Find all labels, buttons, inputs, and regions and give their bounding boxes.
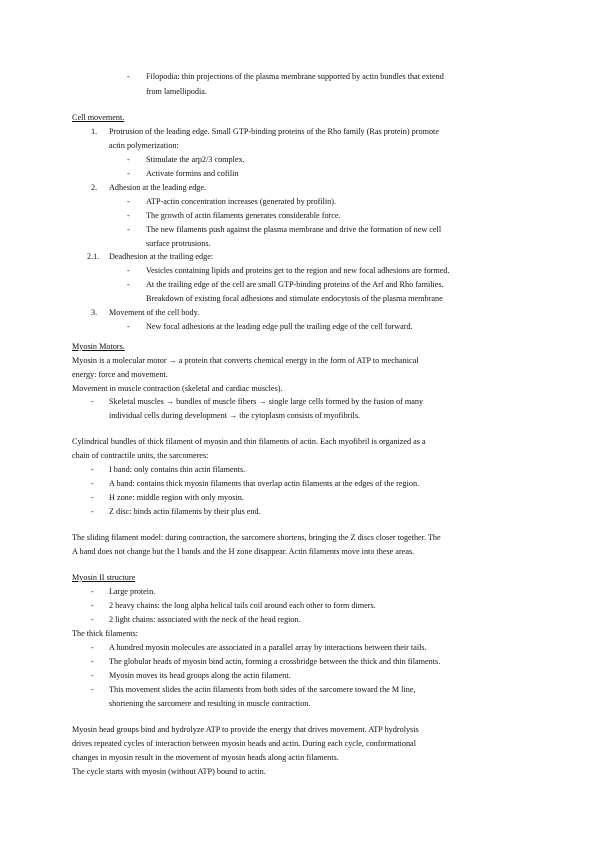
myosin-cycle-para-line-2: drives repeated cycles of interaction between myosin heads and actin. During each cycle, conformational bbox=[72, 739, 416, 748]
thick-filaments-bullet-4-line-1: This movement slides the actin filaments from both sides of the sarcomere toward the M line, bbox=[109, 685, 416, 694]
step-2-bullet-3-line-1: The new filaments push against the plasma membrane and drive the formation of new cell bbox=[146, 225, 442, 234]
step-2-number: 2. bbox=[91, 183, 98, 192]
step-2-1-line-1: Deadhesion at the trailing edge: bbox=[109, 252, 214, 261]
bullet-dash: - bbox=[127, 211, 130, 220]
sliding-filament-line-1: The sliding filament model: during contraction, the sarcomere shortens, bringing the Z discs closer together. The bbox=[72, 533, 441, 542]
bullet-dash: - bbox=[127, 72, 130, 81]
myosin-ii-heading: Myosin II structure bbox=[72, 573, 136, 582]
step-1-line-2: actin polymerization: bbox=[109, 141, 179, 150]
bullet-dash: - bbox=[91, 657, 94, 666]
step-2-1-bullet-2-line-1: At the trailing edge of the cell are small GTP-binding proteins of the Arf and Rho families. bbox=[146, 280, 444, 289]
bullet-dash: - bbox=[127, 197, 130, 206]
step-1-number: 1. bbox=[91, 127, 98, 136]
step-2-1-bullet-1: Vesicles containing lipids and proteins get to the region and new focal adhesions are formed. bbox=[146, 266, 450, 275]
sarcomere-item-a-band: A band: contains thick myosin filaments that overlap actin filaments at the edges of the region. bbox=[109, 479, 420, 488]
bullet-dash: - bbox=[127, 280, 130, 289]
filopodia-line-2: from lamellipodia. bbox=[146, 87, 207, 96]
step-3-number: 3. bbox=[91, 308, 98, 317]
myosin-cycle-para-line-1: Myosin head groups bind and hydrolyze ATP to provide the energy that drives movement. ATP hydrolysis bbox=[72, 725, 419, 734]
step-2-bullet-3-line-2: surface protrusions. bbox=[146, 239, 211, 248]
step-2-1-number: 2.1. bbox=[87, 252, 100, 261]
step-1-bullet-1: Stimulate the arp2/3 complex. bbox=[146, 155, 245, 164]
myosin-motors-para-1-line-1: Myosin is a molecular motor → a protein that converts chemical energy in the form of ATP to mechanical bbox=[72, 356, 419, 365]
step-3-bullet-1: New focal adhesions at the leading edge pull the trailing edge of the cell forward. bbox=[146, 322, 413, 331]
step-2-line-1: Adhesion at the leading edge. bbox=[109, 183, 207, 192]
myosin-ii-bullet-3: 2 light chains: associated with the neck of the head region. bbox=[109, 615, 301, 624]
thick-filaments-bullet-1: A hundred myosin molecules are associated in a parallel array by interactions between their tails. bbox=[109, 643, 427, 652]
bullet-dash: - bbox=[127, 155, 130, 164]
thick-filaments-heading: The thick filaments: bbox=[72, 629, 138, 638]
filopodia-line-1: Filopodia: thin projections of the plasma membrane supported by actin bundles that extend bbox=[146, 72, 444, 81]
bullet-dash: - bbox=[91, 479, 94, 488]
sliding-filament-line-2: A band does not change but the I bands and the H zone disappear. Actin filaments move into these areas. bbox=[72, 547, 415, 556]
bullet-dash: - bbox=[91, 507, 94, 516]
step-1-bullet-2: Activate formins and cofilin bbox=[146, 169, 239, 178]
step-2-bullet-2: The growth of actin filaments generates considerable force. bbox=[146, 211, 341, 220]
myosin-motors-bullet-line-1: Skeletal muscles → bundles of muscle fibers → single large cells formed by the fusion of many bbox=[109, 397, 424, 406]
myosin-cycle-start: The cycle starts with myosin (without ATP) bound to actin. bbox=[72, 767, 266, 776]
bullet-dash: - bbox=[91, 587, 94, 596]
bullet-dash: - bbox=[91, 685, 94, 694]
thick-filaments-bullet-3: Myosin moves its head groups along the actin filament. bbox=[109, 671, 291, 680]
bullet-dash: - bbox=[91, 465, 94, 474]
myosin-ii-bullet-2: 2 heavy chains: the long alpha helical tails coil around each other to form dimers. bbox=[109, 601, 376, 610]
bullet-dash: - bbox=[91, 643, 94, 652]
cell-movement-heading: Cell movement. bbox=[72, 113, 125, 122]
myosin-motors-para-2: Movement in muscle contraction (skeletal and cardiac muscles). bbox=[72, 384, 283, 393]
bullet-dash: - bbox=[127, 225, 130, 234]
myosin-motors-para-3-line-2: chain of contractile units, the sarcomeres: bbox=[72, 451, 209, 460]
step-3-line-1: Movement of the cell body. bbox=[109, 308, 200, 317]
bullet-dash: - bbox=[91, 601, 94, 610]
thick-filaments-bullet-2: The globular heads of myosin bind actin, forming a crossbridge between the thick and thin filaments. bbox=[109, 657, 441, 666]
myosin-ii-bullet-1: Large protein. bbox=[109, 587, 156, 596]
thick-filaments-bullet-4-line-2: shortening the sarcomere and resulting in muscle contraction. bbox=[109, 699, 311, 708]
step-1-line-1: Protrusion of the leading edge. Small GTP-binding proteins of the Rho family (Ras protein) promote bbox=[109, 127, 439, 136]
step-2-1-bullet-2-line-2: Breakdown of existing focal adhesions and stimulate endocytosis of the plasma membrane bbox=[146, 294, 443, 303]
sarcomere-item-h-zone: H zone: middle region with only myosin. bbox=[109, 493, 244, 502]
myosin-motors-para-1-line-2: energy: force and movement. bbox=[72, 370, 168, 379]
bullet-dash: - bbox=[91, 493, 94, 502]
bullet-dash: - bbox=[127, 322, 130, 331]
bullet-dash: - bbox=[127, 169, 130, 178]
bullet-dash: - bbox=[91, 397, 94, 406]
myosin-motors-bullet-line-2: individual cells during development → the cytoplasm consists of myofibrils. bbox=[109, 411, 361, 420]
myosin-cycle-para-line-3: changes in myosin result in the movement of myosin heads along actin filaments. bbox=[72, 753, 339, 762]
sarcomere-item-i-band: I band: only contains thin actin filaments. bbox=[109, 465, 246, 474]
bullet-dash: - bbox=[127, 266, 130, 275]
myosin-motors-para-3-line-1: Cylindrical bundles of thick filament of myosin and thin filaments of actin. Each myofibril is organized as a bbox=[72, 437, 426, 446]
step-2-bullet-1: ATP-actin concentration increases (generated by profilin). bbox=[146, 197, 337, 206]
myosin-motors-heading: Myosin Motors. bbox=[72, 342, 125, 351]
bullet-dash: - bbox=[91, 615, 94, 624]
sarcomere-item-z-disc: Z disc: binds actin filaments by their plus end. bbox=[109, 507, 261, 516]
bullet-dash: - bbox=[91, 671, 94, 680]
